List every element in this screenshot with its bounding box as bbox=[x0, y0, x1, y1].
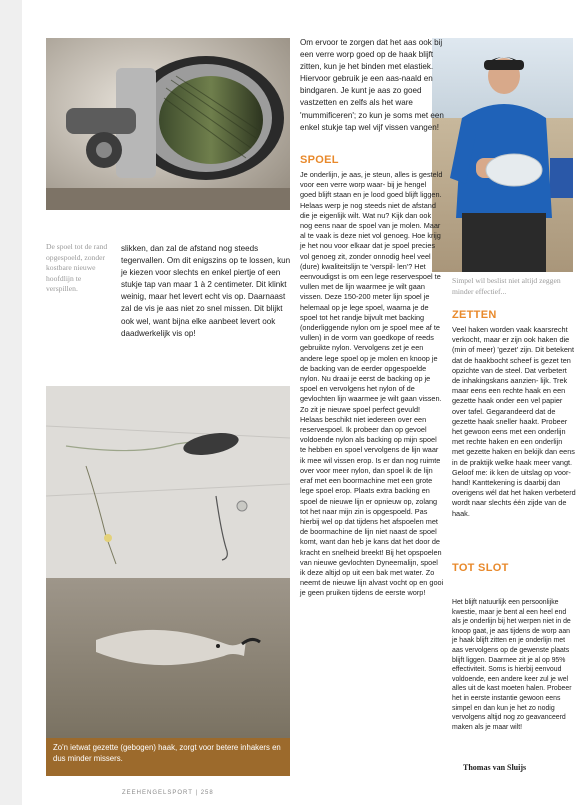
heading-zetten: ZETTEN bbox=[452, 309, 497, 321]
center-body: Je onderlijn, je aas, je steun, alles is gesteld voor een verre worp waar- bij je hengel goed blijft staan en je lood goed blijft liggen. Helaas werp je nog steeds niet de afstand die je eigenlijk wilt. Wat nu? Kijk dan ook nog eens naar de spoel van je molen. Maar al te vaak is deze niet vol genoeg. Hoe krijg je het nou voor elkaar dat je spoel precies vol genoeg zit, zonder onnodig heel veel (dure) kwaliteitslijn te 'verspil- len'? Het eenvoudigst is om een lege reservespoel te vullen met de lijn waarmee je wilt gaan vissen. Deze 150-200 meter lijn spoel je helemaal op je lege spoel, waarna je de spoel tot het randje bijvult met backing (onderliggende nylon om je spoel mee af te vullen) in de vorm van goedkope of reeds gebruikte nylon. Vervolgens zet je een andere lege spoel op je molen en knoop je de backing van de eerder opgespoelde nylon. Nu draai je eerst de backing op je spoel en vervolgens het nylon of de gevlochten lijn waarmee je wilt gaan vissen. Zo zit je nieuwe spoel perfect gevuld! Helaas beschikt niet iedereen over een reservespoel. Ik probeer dan op gevoel voldoende nylon als backing op mijn spoel te hebben en spoel vervolgens de lijn waar ik mee wil vissen erop. Is er dan nog ruimte over voor meer nylon, dan spoel ik de lijn eraf met een boormachine met een grote lege spoel erop. Plaats extra backing en spoel de nieuwe lijn er opnieuw op, zolang tot het naar mijn zin is opgespoeld. Pas hierbij wel op dat tijdens het afspoelen met de boormachine de lijn niet naast de spoel komt, want dan heb je kans dat het door de kracht en snelheid breekt! Bij het opspoelen van nieuwe gevlochten Dyneemalijn, spoel ik deze altijd op uit een bak met water. Zo neemt de nieuwe lijn alvast vocht op en gooi je geen pruiken tijdens de eerste worp! bbox=[300, 170, 444, 598]
rig-photo bbox=[46, 386, 290, 578]
footer: ZEEHENGELSPORT | 258 bbox=[122, 790, 214, 796]
reel-photo bbox=[46, 38, 290, 210]
center-intro: Om ervoor te zorgen dat het aas ook bij een verre worp goed op de haak blijft zitten, kun je het binden met elastiek. Hiervoor gebruik je een aas-naald en bindgaren. Je kunt je aas zo goed vastzetten en zelfs als het ware 'mummificeren'; zo kun je soms met een enkel stukje tap wel vijf vissen vangen! bbox=[300, 38, 444, 132]
author: Thomas van Sluijs bbox=[463, 763, 527, 772]
tot-slot-text: Het blijft natuurlijk een persoonlijke kwestie, maar je bent al een heel end als je onderlijn bij het werpen niet in de knoop gaat, je aas tijdens de worp aan je haak blijft zitten en je onderlijn met aas vervolgens op de gewenste plaats blijft liggen. Daarmee zit je al op 95% effectiviteit. Soms is hierbij eenvoud voldoende, een andere keer zul je wel alles uit de kast moeten halen. Probeer het in eerste instantie gewoon eens simpel en dan kun je het zo nodig vervolgens altijd nog zo geavanceerd maken als je maar wilt! bbox=[452, 599, 572, 731]
heading-spoel: SPOEL bbox=[300, 154, 339, 166]
zetten-text: Veel haken worden vaak kaarsrecht verkocht, maar er zijn ook haken die (min of meer) 'gezet' zijn. Dit betekent dat de haakbocht scheef is gezet ten opzichte van de steel. Dat verbetert de inhakingskans aanzien- lijk. Trek maar eens een rechte haak en een gezette haak onder een vel papier over tafel. Gegarandeerd dat de gezette haak sneller haakt. Probeer het gewoon eens met een onderlijn met rechte haken en een onderlijn met gezette haken en bekijk dan eens in de praktijk welke haak meer vangt. Geloof me: ik ken de uitslag op voor-hand! Kanttekening is daarbij dan overigens wél dat het haken verbeterd wordt naar slechts één zijde van de haak. bbox=[452, 325, 576, 518]
reel-caption: De spoel tot de rand opgespoeld, zonder kostbare nieuwe hoofdlijn te verspillen. bbox=[46, 242, 108, 293]
angler-photo bbox=[432, 38, 573, 272]
angler-caption: Simpel wil beslist niet altijd zeggen minder effectief... bbox=[452, 276, 561, 296]
mid-left-column: slikken, dan zal de afstand nog steeds tegenvallen. Om dit enigszins op te lossen, kun je kiezen voor slechts en enkel piertje of een stukje tap van maar 1 à 2 centimeter. Dit klinkt weinig, maar het levert echt vis op. Daarnaast zal de vis je aas niet zo snel missen. Dit blijkt ook wel, want bijna elke aanbeet levert ook daadwerkelijk vis op! bbox=[121, 244, 291, 338]
heading-tot-slot: TOT SLOT bbox=[452, 562, 509, 574]
rig-caption: Zo'n ietwat gezette (gebogen) haak, zorgt voor betere inhakers en dus minder missers. bbox=[53, 743, 281, 763]
magazine-page bbox=[22, 0, 583, 805]
